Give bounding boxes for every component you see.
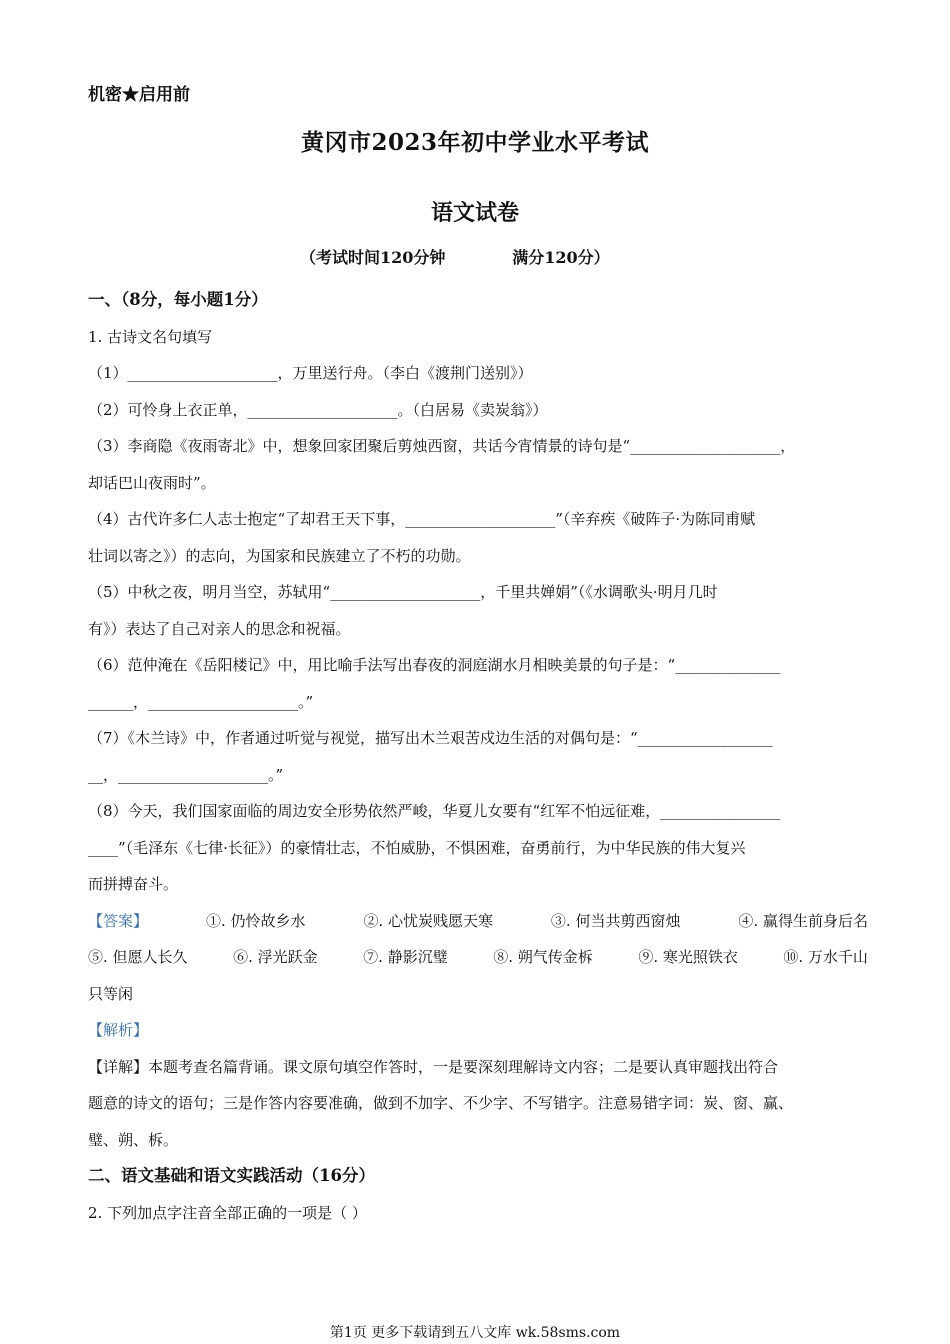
exam-title: 黄冈市2023年初中学业水平考试	[300, 129, 649, 156]
answer-item: ①. 仍怜故乡水	[205, 911, 306, 930]
answer-item: ⑤. 但愿人长久	[88, 948, 188, 966]
answer-item: ②. 心忧炭贱愿天寒	[363, 911, 493, 930]
answer-tag: 【答案】	[88, 911, 149, 930]
subject-title: 语文试卷	[430, 200, 519, 226]
question-1-title: 1. 古诗文名句填写	[88, 327, 213, 346]
question-1-line: （6）范仲淹在《岳阳楼记》中，用比喻手法写出春夜的洞庭湖水月相映美景的句子是：“______________	[88, 656, 781, 674]
answer-item: ③. 何当共剪西窗烛	[550, 911, 681, 930]
confidential-label: 机密★启用前	[88, 85, 190, 105]
answer-item: ⑦. 静影沉璧	[363, 948, 448, 966]
detail-line: 【详解】本题考查名篇背诵。课文原句填空作答时，一是要深刻理解诗文内容；二是要认真审题找出符合	[88, 1057, 779, 1076]
question-1-line: （5）中秋之夜，明月当空，苏轼用“____________________，千里共婵娟”（《水调歌头·明月几时	[88, 583, 718, 601]
question-1-line: （1）____________________，万里送行舟。（李白《渡荆门送别》）	[88, 364, 533, 382]
detail-line: 璧、朔、柝。	[88, 1130, 179, 1149]
page-footer: 第1页 更多下载请到五八文库 wk.58sms.com	[329, 1325, 621, 1341]
answer-item: ④. 赢得生前身后名	[738, 911, 868, 930]
answer-row	[88, 903, 868, 940]
question-1-line: （4）古代许多仁人志士抱定“了却君王天下事，____________________”（辛弃疾《破阵子·为陈同甫赋	[88, 510, 756, 528]
answer-continuation: 只等闲	[88, 984, 134, 1003]
exam-content	[88, 282, 868, 1231]
question-1-line: （7）《木兰诗》中，作者通过听觉与视觉，描写出木兰艰苦戍边生活的对偶句是：“__________________	[88, 729, 773, 747]
question-1-line: __，____________________。”	[88, 765, 284, 784]
answer-item: ⑩. 万水千山	[783, 948, 868, 966]
question-1-line: 有》）表达了自己对亲人的思念和祝福。	[88, 619, 351, 638]
question-1-line: ____”（毛泽东《七律·长征》）的豪情壮志，不怕威胁，不惧困难，奋勇前行，为中华民族的伟大复兴	[88, 838, 746, 857]
section-2-heading: 二、语文基础和语文实践活动（16分）	[88, 1166, 375, 1185]
answer-item: ⑥. 浮光跃金	[233, 948, 318, 966]
exam-info: （考试时间120分钟 满分120分）	[300, 248, 610, 267]
detail-line: 题意的诗文的语句；三是作答内容要准确，做到不加字、不少字、不写错字。注意易错字词：炭、窗、赢、	[88, 1094, 794, 1112]
answer-item: ⑧. 朔气传金柝	[493, 948, 593, 966]
question-1-line: 却话巴山夜雨时”。	[88, 473, 216, 492]
question-2: 2. 下列加点字注音全部正确的一项是（ ）	[88, 1203, 367, 1222]
question-1-line: ______，____________________。”	[88, 692, 314, 711]
question-1-line: （2）可怜身上衣正单，____________________。（白居易《卖炭翁》）	[88, 400, 548, 419]
question-1-line: （3）李商隐《夜雨寄北》中，想象回家团聚后剪烛西窗，共话今宵情景的诗句是“____________________，	[88, 437, 796, 455]
analysis-tag: 【解析】	[88, 1021, 149, 1039]
question-1-line: （8）今天，我们国家面临的周边安全形势依然严峻，华夏儿女要有“红军不怕远征难，________________	[88, 802, 781, 820]
question-1-line: 而拼搏奋斗。	[88, 875, 179, 893]
answer-row	[88, 939, 868, 976]
answer-item: ⑨. 寒光照铁衣	[638, 948, 738, 966]
question-1-line: 壮词以寄之》）的志向，为国家和民族建立了不朽的功勋。	[88, 546, 471, 565]
section-1-heading: 一、（8分，每小题1分）	[88, 290, 268, 309]
